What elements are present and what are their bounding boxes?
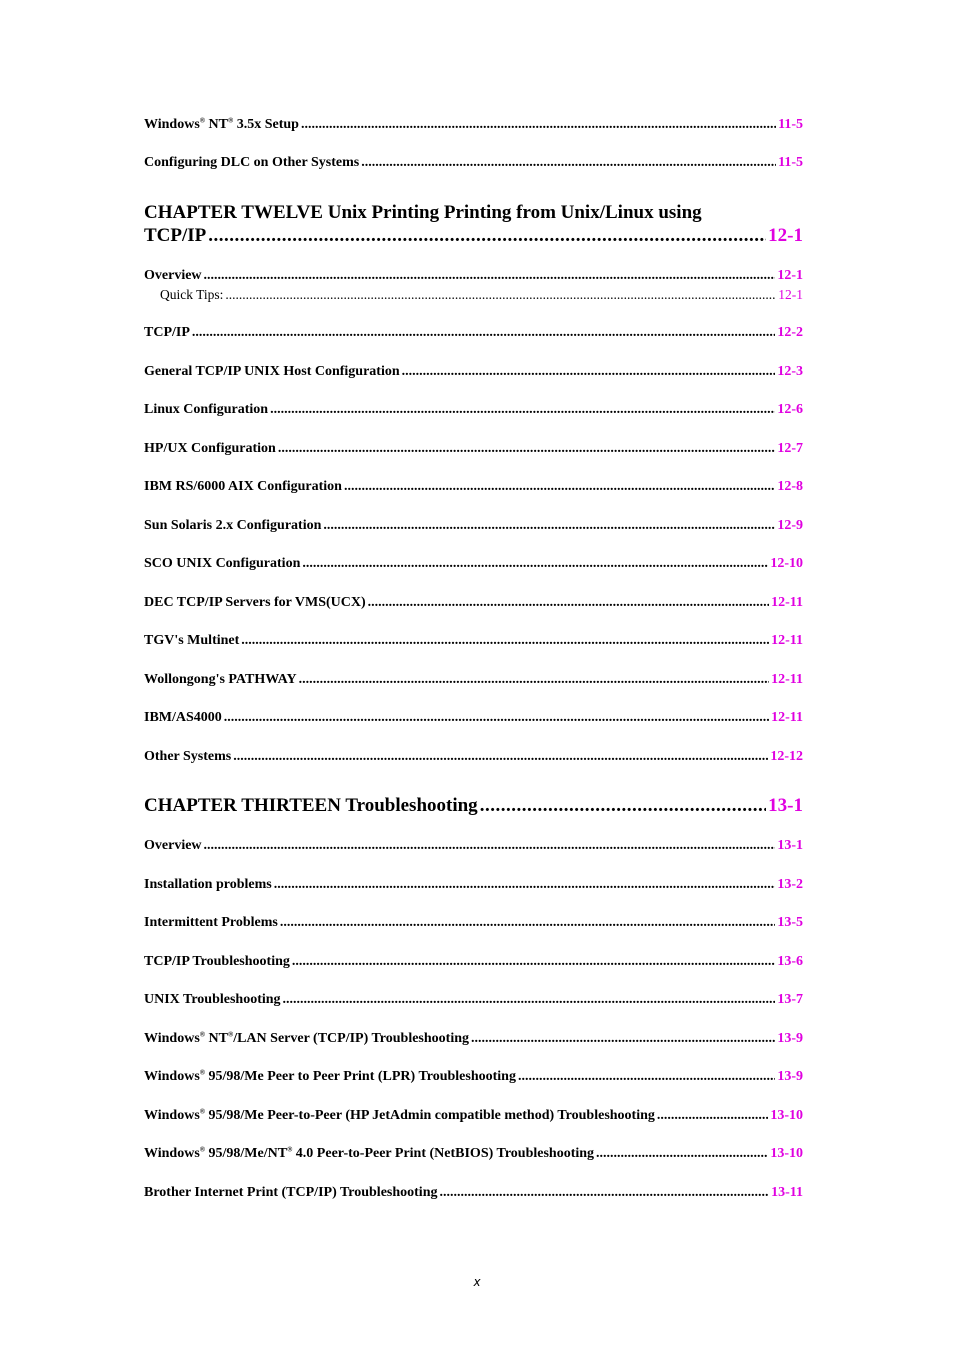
dot-leader: [283, 992, 776, 1008]
dot-leader: [274, 877, 776, 893]
toc-entry-configuring-dlc[interactable]: [144, 155, 803, 171]
toc-entry-title: Windows® NT® 3.5x Setup: [144, 116, 299, 132]
dot-leader: [299, 672, 769, 688]
toc-page-link[interactable]: 12-9: [777, 518, 803, 533]
toc-page-link[interactable]: 13-1: [768, 795, 803, 816]
toc-page-link[interactable]: 13-10: [770, 1108, 803, 1123]
toc-entry-ibm-aix-configuration[interactable]: [144, 479, 803, 495]
dot-leader: [323, 518, 775, 534]
toc-page-link[interactable]: 12-6: [777, 402, 803, 417]
toc-entry-title: IBM RS/6000 AIX Configuration: [144, 479, 342, 494]
toc-page-link[interactable]: 11-5: [778, 117, 803, 132]
toc-page-link[interactable]: 13-11: [771, 1185, 803, 1200]
toc-entry-title: UNIX Troubleshooting: [144, 992, 281, 1007]
toc-entry-dec-tcpip-servers[interactable]: [144, 595, 803, 611]
toc-page-link[interactable]: 12-11: [771, 710, 803, 725]
dot-leader: [518, 1069, 775, 1085]
toc-page-link[interactable]: 12-11: [771, 633, 803, 648]
toc-page-link[interactable]: 12-7: [777, 441, 803, 456]
dot-leader: [657, 1108, 768, 1124]
dot-leader: [208, 225, 766, 247]
dot-leader: [292, 954, 775, 970]
toc-chapter-title: CHAPTER THIRTEEN Troubleshooting: [144, 795, 478, 816]
toc-entry-windows-95-jetadmin[interactable]: [144, 1108, 803, 1124]
toc-page-link[interactable]: 13-9: [777, 1031, 803, 1046]
toc-entry-title: Linux Configuration: [144, 402, 269, 417]
toc-entry-ibm-as4000[interactable]: [144, 710, 803, 726]
dot-leader: [596, 1146, 768, 1162]
toc-entry-tgv-multinet[interactable]: [144, 633, 803, 649]
toc-entry-title: Intermittent Problems: [144, 915, 278, 930]
toc-entry-windows-nt-lan-server[interactable]: [144, 1031, 803, 1047]
toc-entry-title: TCP/IP: [144, 325, 190, 340]
dot-leader: [192, 325, 775, 341]
toc-entry-title: TCP/IP Troubleshooting: [144, 954, 290, 969]
toc-entry-title: Windows® 95/98/Me Peer to Peer Print (LPR) Troubleshooting: [144, 1068, 516, 1084]
dot-leader: [301, 117, 776, 133]
toc-page-link[interactable]: 12-3: [777, 364, 803, 379]
toc-entry-title: SCO UNIX Configuration: [144, 556, 301, 571]
toc-entry-title: Windows® 95/98/Me Peer-to-Peer (HP JetAdmin compatible method) Troubleshooting: [144, 1107, 655, 1123]
toc-chapter-twelve[interactable]: [144, 225, 803, 247]
toc-entry-title: Windows® NT®/LAN Server (TCP/IP) Troubleshooting: [144, 1030, 470, 1046]
toc-page-link[interactable]: 12-12: [770, 749, 803, 764]
toc-page-link[interactable]: 12-11: [771, 595, 803, 610]
dot-leader: [402, 364, 776, 380]
toc-page-link[interactable]: 13-2: [777, 877, 803, 892]
toc-page-link[interactable]: 11-5: [778, 155, 803, 170]
toc-entry-windows-nt-35x-setup[interactable]: [144, 117, 803, 133]
toc-page-link[interactable]: 12-11: [771, 672, 803, 687]
toc-entry-tcpip-troubleshooting[interactable]: [144, 954, 803, 970]
dot-leader: [280, 915, 775, 931]
toc-entry-general-tcpip-unix[interactable]: [144, 364, 803, 380]
toc-page-link[interactable]: 13-1: [777, 838, 803, 853]
toc-entry-title: General TCP/IP UNIX Host Configuration: [144, 364, 400, 379]
toc-page-link[interactable]: 12-1: [768, 225, 803, 246]
toc-chapter-title: TCP/IP: [144, 225, 207, 246]
toc-entry-windows-95-lpr[interactable]: [144, 1069, 803, 1085]
dot-leader: [302, 556, 768, 572]
toc-entry-sco-unix-configuration[interactable]: [144, 556, 803, 572]
toc-entry-other-systems[interactable]: [144, 749, 803, 765]
dot-leader: [224, 710, 769, 726]
toc-page-link[interactable]: 12-8: [777, 479, 803, 494]
toc-entry-title: DEC TCP/IP Servers for VMS(UCX): [144, 595, 366, 610]
toc-entry-installation-problems[interactable]: [144, 877, 803, 893]
toc-entry-title: Brother Internet Print (TCP/IP) Troubleshooting: [144, 1185, 438, 1200]
dot-leader: [439, 1185, 769, 1201]
toc-page-link[interactable]: 13-9: [777, 1069, 803, 1084]
page-number: x: [473, 1275, 481, 1289]
toc-entry-windows-netbios[interactable]: [144, 1146, 803, 1162]
dot-leader: [241, 633, 769, 649]
toc-entry-title: Configuring DLC on Other Systems: [144, 155, 360, 170]
toc-entry-title: Overview: [144, 268, 202, 283]
toc-page-link[interactable]: 12-1: [777, 268, 803, 283]
toc-entry-title: TGV's Multinet: [144, 633, 240, 648]
toc-entry-brother-internet-print[interactable]: [144, 1185, 803, 1201]
toc-subentry-title: Quick Tips:: [160, 287, 224, 302]
toc-entry-title: Installation problems: [144, 877, 272, 892]
toc-entry-intermittent-problems[interactable]: [144, 915, 803, 931]
toc-entry-title: Sun Solaris 2.x Configuration: [144, 518, 322, 533]
dot-leader: [361, 155, 776, 171]
dot-leader: [233, 749, 768, 765]
toc-entry-tcpip[interactable]: [144, 325, 803, 341]
toc-entry-linux-configuration[interactable]: [144, 402, 803, 418]
toc-entry-title: Wollongong's PATHWAY: [144, 672, 297, 687]
toc-page-link[interactable]: 13-6: [777, 954, 803, 969]
toc-page-link[interactable]: 13-7: [777, 992, 803, 1007]
toc-entry-title: IBM/AS4000: [144, 710, 222, 725]
toc-entry-wollongong-pathway[interactable]: [144, 672, 803, 688]
toc-entry-hpux-configuration[interactable]: [144, 441, 803, 457]
dot-leader: [204, 838, 776, 854]
dot-leader: [225, 287, 776, 303]
dot-leader: [480, 795, 766, 817]
dot-leader: [270, 402, 775, 418]
toc-entry-title: Windows® 95/98/Me/NT® 4.0 Peer-to-Peer Print (NetBIOS) Troubleshooting: [144, 1145, 595, 1161]
toc-entry-title: HP/UX Configuration: [144, 441, 276, 456]
dot-leader: [471, 1031, 775, 1047]
dot-leader: [278, 441, 775, 457]
toc-page-link[interactable]: 12-2: [777, 325, 803, 340]
toc-page-link[interactable]: 13-10: [770, 1146, 803, 1161]
dot-leader: [368, 595, 769, 611]
chapter-twelve-heading[interactable]: CHAPTER TWELVE Unix Printing Printing from Unix/Linux using: [144, 202, 702, 223]
dot-leader: [344, 479, 775, 495]
toc-entry-overview-12[interactable]: [144, 268, 803, 284]
toc-entry-title: Other Systems: [144, 749, 232, 764]
toc-page-link[interactable]: 13-5: [777, 915, 803, 930]
toc-page-link[interactable]: 12-1: [778, 287, 803, 302]
toc-entry-sun-solaris-configuration[interactable]: [144, 518, 803, 534]
dot-leader: [204, 268, 776, 284]
toc-page-link[interactable]: 12-10: [770, 556, 803, 571]
toc-entry-overview-13[interactable]: [144, 838, 803, 854]
toc-entry-title: Overview: [144, 838, 202, 853]
toc-chapter-thirteen[interactable]: [144, 795, 803, 817]
toc-subentry-quick-tips[interactable]: [144, 287, 803, 303]
toc-entry-unix-troubleshooting[interactable]: [144, 992, 803, 1008]
